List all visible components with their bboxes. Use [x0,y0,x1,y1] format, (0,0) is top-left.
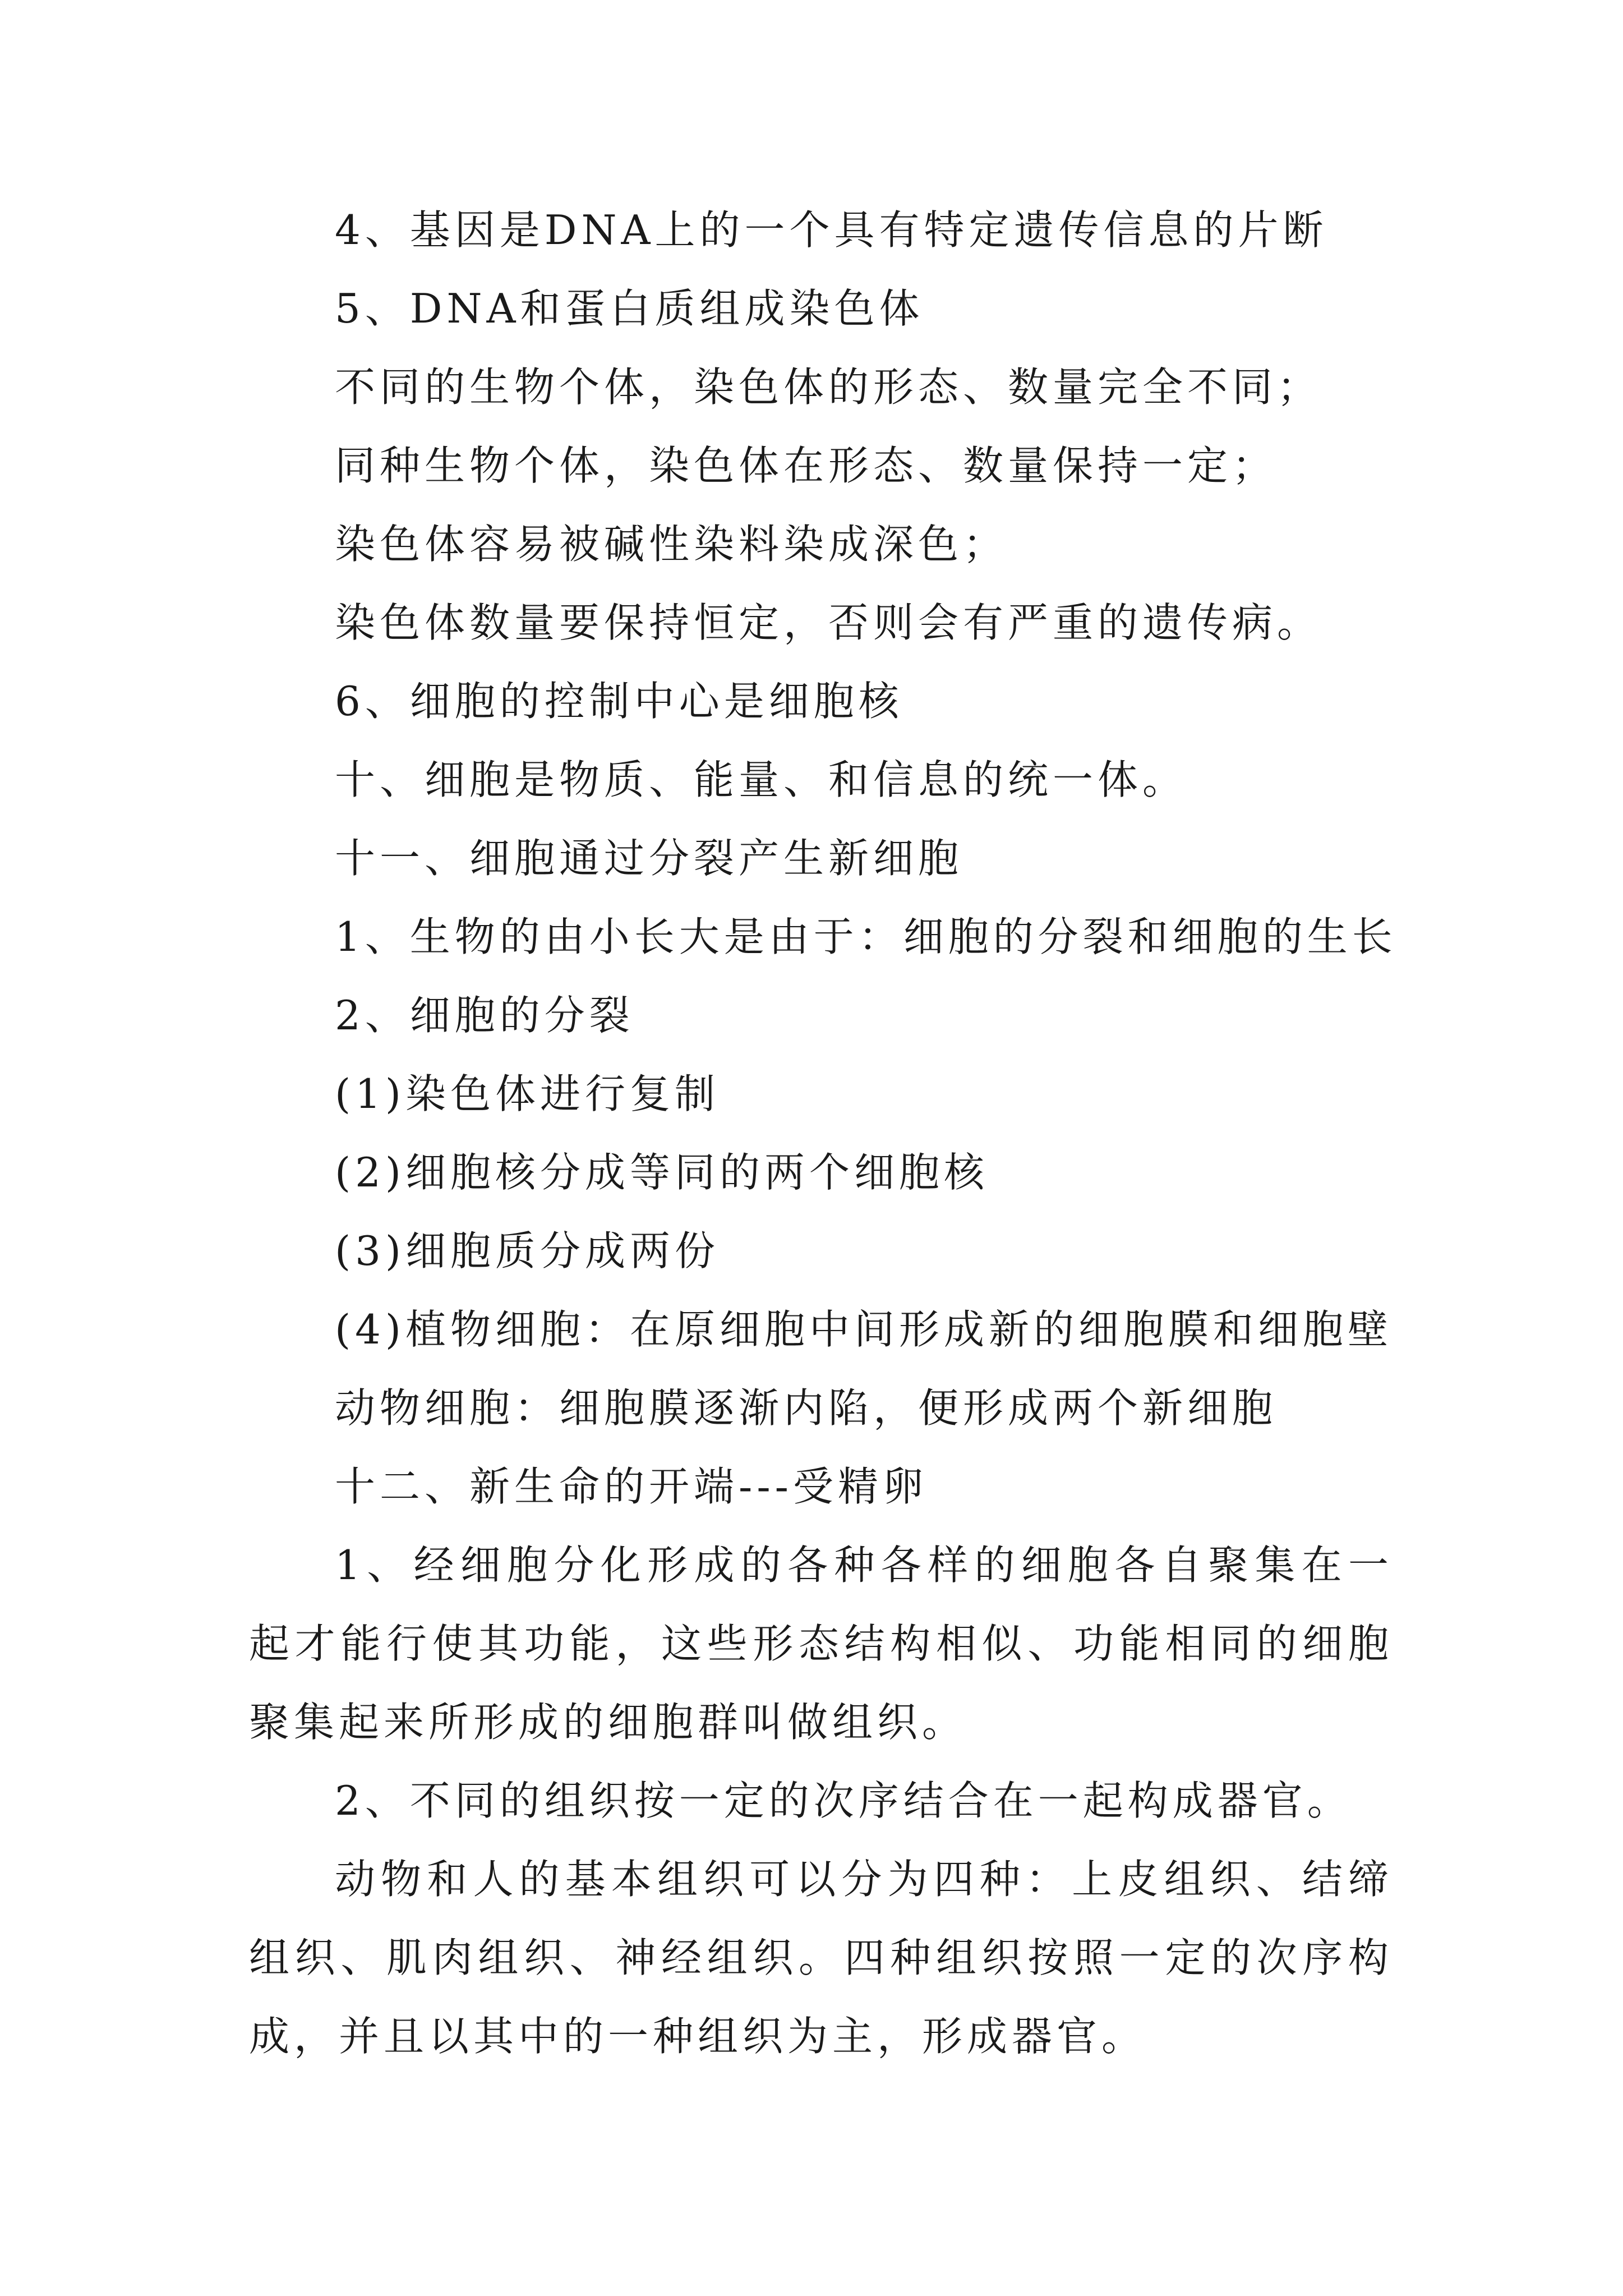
text-line: 6、细胞的控制中心是细胞核 [335,678,903,725]
text-line: (2)细胞核分成等同的两个细胞核 [335,1149,989,1196]
text-line: 染色体数量要保持恒定，否则会有严重的遗传病。 [335,599,1322,646]
text-line: (3)细胞质分成两份 [335,1227,720,1274]
paragraph: 1、经细胞分化形成的各种各样的细胞各自聚集在一起才能行使其功能，这些形态结构相似、功能相同的细胞聚集起来所形成的细胞群叫做组织。 [249,1542,1393,1746]
text-line: 5、DNA和蛋白质组成染色体 [335,285,924,332]
text-line: 2、细胞的分裂 [335,992,634,1039]
paragraph: 动物和人的基本组织可以分为四种：上皮组织、结缔组织、肌肉组织、神经组织。四种组织按照一定的次序构成，并且以其中的一种组织为主，形成器官。 [249,1856,1393,2060]
section-heading: 十、细胞是物质、能量、和信息的统一体。 [335,756,1188,803]
paragraph: 2、不同的组织按一定的次序结合在一起构成器官。 [335,1777,1352,1824]
document-body [249,191,1397,2076]
text-line: 不同的生物个体，染色体的形态、数量完全不同； [335,364,1322,411]
text-line: 染色体容易被碱性染料染成深色； [335,521,1008,568]
text-line: 1、生物的由小长大是由于：细胞的分裂和细胞的生长 [335,913,1397,960]
text-line: 动物细胞：细胞膜逐渐内陷，便形成两个新细胞 [335,1384,1278,1432]
text-line: 4、基因是DNA上的一个具有特定遗传信息的片断 [335,206,1328,254]
text-line: (4)植物细胞：在原细胞中间形成新的细胞膜和细胞壁 [335,1306,1393,1353]
section-heading: 十一、细胞通过分裂产生新细胞 [335,835,963,882]
text-line: (1)染色体进行复制 [335,1070,720,1117]
text-line: 同种生物个体，染色体在形态、数量保持一定； [335,442,1278,489]
section-heading: 十二、新生命的开端---受精卵 [335,1463,928,1510]
